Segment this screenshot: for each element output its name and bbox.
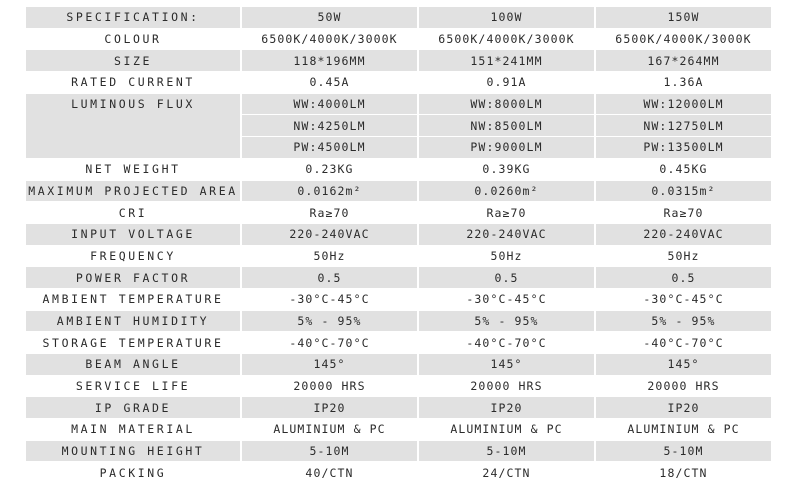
- model-150w: 150W: [595, 7, 772, 29]
- flux-value: WW:12000LM: [595, 93, 772, 115]
- row-value: 0.0315m²: [595, 180, 772, 202]
- row-label: FREQUENCY: [25, 245, 241, 267]
- row-value: 0.0162m²: [241, 180, 418, 202]
- row-label: LUMINOUS FLUX: [25, 93, 241, 158]
- row-value: 0.91A: [418, 72, 595, 94]
- row-value: -40°C-70°C: [241, 332, 418, 354]
- row-value: 50Hz: [595, 245, 772, 267]
- row-value: 5% - 95%: [241, 310, 418, 332]
- table-row: [25, 180, 772, 202]
- row-value: Ra≥70: [418, 202, 595, 224]
- row-value: 6500K/4000K/3000K: [241, 28, 418, 50]
- table-row: [25, 158, 772, 180]
- row-value: 6500K/4000K/3000K: [418, 28, 595, 50]
- row-value: 0.45A: [241, 72, 418, 94]
- row-value: 0.23KG: [241, 158, 418, 180]
- row-value: 5-10M: [241, 440, 418, 462]
- model-50w: 50W: [241, 7, 418, 29]
- row-label: STORAGE TEMPERATURE: [25, 332, 241, 354]
- table-row: [25, 202, 772, 224]
- row-value: 145°: [595, 354, 772, 376]
- table-row: [25, 397, 772, 419]
- row-value: 0.39KG: [418, 158, 595, 180]
- row-value: Ra≥70: [595, 202, 772, 224]
- table-row: [25, 375, 772, 397]
- row-size: [25, 50, 772, 72]
- row-value: 0.45KG: [595, 158, 772, 180]
- row-value: 145°: [418, 354, 595, 376]
- row-label: AMBIENT TEMPERATURE: [25, 288, 241, 310]
- row-rated-current: [25, 72, 772, 94]
- row-value: 6500K/4000K/3000K: [595, 28, 772, 50]
- row-value: 0.5: [595, 267, 772, 289]
- table-row: [25, 354, 772, 376]
- row-value: 118*196MM: [241, 50, 418, 72]
- table-row: [25, 440, 772, 462]
- row-value: Ra≥70: [241, 202, 418, 224]
- row-value: 24/CTN: [418, 462, 595, 483]
- flux-value: PW:9000LM: [418, 137, 595, 159]
- row-label: BEAM ANGLE: [25, 354, 241, 376]
- row-value: 220-240VAC: [595, 223, 772, 245]
- row-value: 50Hz: [241, 245, 418, 267]
- flux-value: PW:4500LM: [241, 137, 418, 159]
- row-value: 0.5: [241, 267, 418, 289]
- row-value: -30°C-45°C: [418, 288, 595, 310]
- table-row: [25, 419, 772, 441]
- row-value: 220-240VAC: [241, 223, 418, 245]
- row-value: -40°C-70°C: [595, 332, 772, 354]
- table-row: [25, 462, 772, 483]
- row-value: IP20: [418, 397, 595, 419]
- spec-rows: [25, 158, 772, 483]
- row-label: SIZE: [25, 50, 241, 72]
- row-value: 0.0260m²: [418, 180, 595, 202]
- row-value: 5% - 95%: [595, 310, 772, 332]
- row-colour: [25, 28, 772, 50]
- flux-value: WW:4000LM: [241, 93, 418, 115]
- row-value: ALUMINIUM & PC: [418, 419, 595, 441]
- flux-value: NW:12750LM: [595, 115, 772, 137]
- row-value: 151*241MM: [418, 50, 595, 72]
- row-value: ALUMINIUM & PC: [241, 419, 418, 441]
- row-value: 145°: [241, 354, 418, 376]
- table-row: [25, 245, 772, 267]
- row-label: IP GRADE: [25, 397, 241, 419]
- row-label: PACKING: [25, 462, 241, 483]
- row-label: CRI: [25, 202, 241, 224]
- row-value: 167*264MM: [595, 50, 772, 72]
- header-row: [25, 7, 772, 29]
- row-luminous-flux: [25, 93, 772, 115]
- row-value: 5% - 95%: [418, 310, 595, 332]
- table-row: [25, 223, 772, 245]
- row-value: 20000 HRS: [241, 375, 418, 397]
- header-label: SPECIFICATION:: [25, 7, 241, 29]
- row-label: MAIN MATERIAL: [25, 419, 241, 441]
- row-label: RATED CURRENT: [25, 72, 241, 94]
- row-label: MOUNTING HEIGHT: [25, 440, 241, 462]
- row-label: INPUT VOLTAGE: [25, 223, 241, 245]
- row-value: 50Hz: [418, 245, 595, 267]
- row-value: IP20: [595, 397, 772, 419]
- table-row: [25, 310, 772, 332]
- row-value: 20000 HRS: [418, 375, 595, 397]
- row-value: 220-240VAC: [418, 223, 595, 245]
- row-value: 40/CTN: [241, 462, 418, 483]
- specification-table: [24, 6, 773, 483]
- flux-value: NW:4250LM: [241, 115, 418, 137]
- row-value: IP20: [241, 397, 418, 419]
- table-row: [25, 288, 772, 310]
- row-value: 20000 HRS: [595, 375, 772, 397]
- row-label: COLOUR: [25, 28, 241, 50]
- row-value: ALUMINIUM & PC: [595, 419, 772, 441]
- row-value: -30°C-45°C: [241, 288, 418, 310]
- row-label: SERVICE LIFE: [25, 375, 241, 397]
- row-value: 18/CTN: [595, 462, 772, 483]
- row-value: 5-10M: [595, 440, 772, 462]
- row-value: 1.36A: [595, 72, 772, 94]
- row-label: MAXIMUM PROJECTED AREA: [25, 180, 241, 202]
- row-value: 0.5: [418, 267, 595, 289]
- flux-value: PW:13500LM: [595, 137, 772, 159]
- table-row: [25, 267, 772, 289]
- flux-value: NW:8500LM: [418, 115, 595, 137]
- row-label: AMBIENT HUMIDITY: [25, 310, 241, 332]
- row-value: -40°C-70°C: [418, 332, 595, 354]
- row-value: 5-10M: [418, 440, 595, 462]
- row-label: NET WEIGHT: [25, 158, 241, 180]
- model-100w: 100W: [418, 7, 595, 29]
- flux-value: WW:8000LM: [418, 93, 595, 115]
- row-value: -30°C-45°C: [595, 288, 772, 310]
- table-row: [25, 332, 772, 354]
- row-label: POWER FACTOR: [25, 267, 241, 289]
